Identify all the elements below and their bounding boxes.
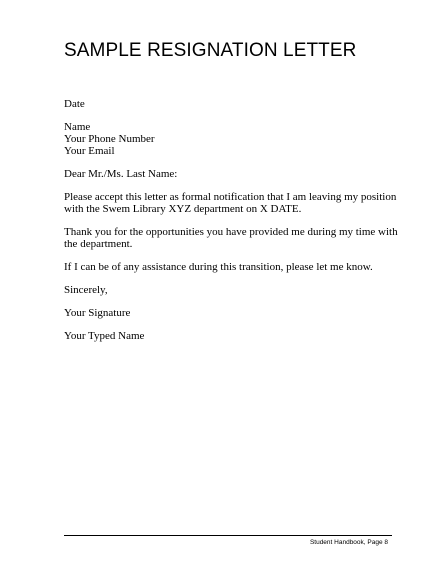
footer-divider (64, 535, 392, 536)
sender-phone: Your Phone Number (64, 133, 155, 145)
paragraph-3: If I can be of any assistance during this transition, please let me know. (64, 261, 373, 273)
paragraph-2-line-2: the department. (64, 238, 133, 250)
paragraph-1-line-2: with the Swem Library XYZ department on X DATE. (64, 203, 302, 215)
footer-page-label: Student Handbook, Page 8 (309, 539, 388, 546)
letter-body (64, 98, 398, 342)
date-line: Date (64, 98, 85, 110)
sender-email: Your Email (64, 145, 115, 157)
signature: Your Signature (64, 307, 131, 319)
paragraph-1-line-1: Please accept this letter as formal notification that I am leaving my position (64, 191, 397, 203)
sender-name: Name (64, 121, 91, 133)
salutation: Dear Mr./Ms. Last Name: (64, 168, 178, 180)
closing: Sincerely, (64, 284, 108, 296)
page-title: SAMPLE RESIGNATION LETTER (64, 40, 357, 61)
typed-name: Your Typed Name (64, 330, 145, 342)
paragraph-2-line-1: Thank you for the opportunities you have provided me during my time with (64, 226, 398, 238)
